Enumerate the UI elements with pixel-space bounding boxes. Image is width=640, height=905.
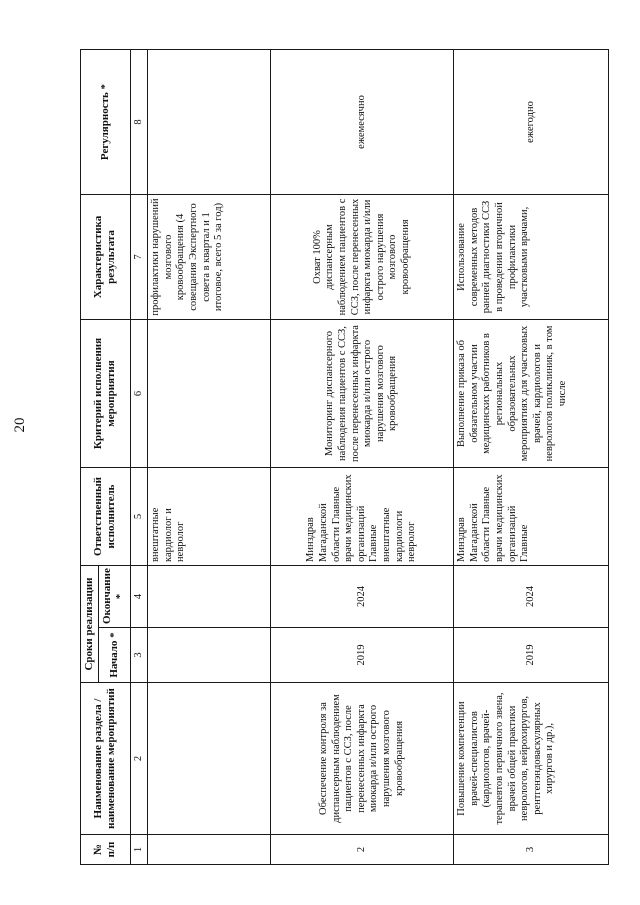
row-result: Использование современных методов ранней диагностики ССЗ в проведении вторичной профилактики участковыми врачами, — [454, 195, 609, 320]
row-criterion: Мониторинг диспансерного наблюдения пациентов с ССЗ, после перенесенных инфаркта миокарда и/или острого нарушения мозгового кровообращения — [271, 320, 454, 468]
row-end: 2024 — [454, 566, 609, 628]
row-num: 2 — [271, 835, 454, 865]
row-name: Повышение компетенции врачей-специалистов (кардиологов, врачей-терапевтов первичного звена, врачей общей практики неврологов, нейрохирургов, рентгенэндоваскулярных хирургов и др.), — [454, 683, 609, 835]
row-executor: Минздрав Магаданской области Главные врачи медицинских организаций Главные — [454, 468, 609, 566]
header-num: № п/п — [81, 835, 131, 865]
row-executor: Минздрав Магаданской области Главные врачи медицинских организаций Главные внештатные кардиологи невролог — [271, 468, 454, 566]
row-name: Обеспечение контроля за диспансерным наблюдением пациентов с ССЗ, после перенесенных инфаркта миокарда и/или острого нарушения мозгового кровообращения — [271, 683, 454, 835]
row-num: 3 — [454, 835, 609, 865]
column-number: 2 — [130, 683, 148, 835]
table-row — [454, 50, 609, 865]
column-number: 6 — [130, 320, 148, 468]
header-start: Начало * — [99, 628, 130, 683]
header-name: Наименование раздела /наименование мероприятий — [81, 683, 131, 835]
column-number: 4 — [130, 566, 148, 628]
column-number-row — [130, 50, 148, 865]
table-row — [148, 50, 271, 865]
row-criterion — [148, 320, 271, 468]
row-executor: внештатные кардиолог и невролог — [148, 468, 271, 566]
column-number: 5 — [130, 468, 148, 566]
row-regularity — [148, 50, 271, 195]
document-table-container — [80, 50, 610, 865]
column-number: 1 — [130, 835, 148, 865]
column-number: 8 — [130, 50, 148, 195]
row-start: 2019 — [454, 628, 609, 683]
row-num — [148, 835, 271, 865]
measures-table — [80, 49, 609, 865]
row-result: профилактики нарушений мозгового кровообращения (4 совещания Экспертного совета в квартал и 1 итоговое, всего 5 за год) — [148, 195, 271, 320]
column-number: 3 — [130, 628, 148, 683]
row-regularity: ежегодно — [454, 50, 609, 195]
row-end: 2024 — [271, 566, 454, 628]
row-result: Охват 100% диспансерным наблюдением пациентов с ССЗ, после перенесенных инфаркта миокарда и/или острого нарушения мозгового кровообращения — [271, 195, 454, 320]
page-number: 20 — [12, 417, 28, 433]
column-number: 7 — [130, 195, 148, 320]
header-criterion: Критерий исполнения мероприятия — [81, 320, 131, 468]
header-executor: Ответственный исполнитель — [81, 468, 131, 566]
row-start — [148, 628, 271, 683]
row-start: 2019 — [271, 628, 454, 683]
header-end: Окончание * — [99, 566, 130, 628]
row-name — [148, 683, 271, 835]
header-regularity: Регулярность * — [81, 50, 131, 195]
row-regularity: ежемесячно — [271, 50, 454, 195]
row-end — [148, 566, 271, 628]
header-result: Характеристика результата — [81, 195, 131, 320]
header-sroki: Сроки реализации — [81, 566, 99, 683]
table-row — [271, 50, 454, 865]
row-criterion: Выполнение приказа об обязательном участии медицинских работников в региональных образовательных мероприятиях для участковых врачей, кардиологов и неврологов поликлиник, в том числе — [454, 320, 609, 468]
